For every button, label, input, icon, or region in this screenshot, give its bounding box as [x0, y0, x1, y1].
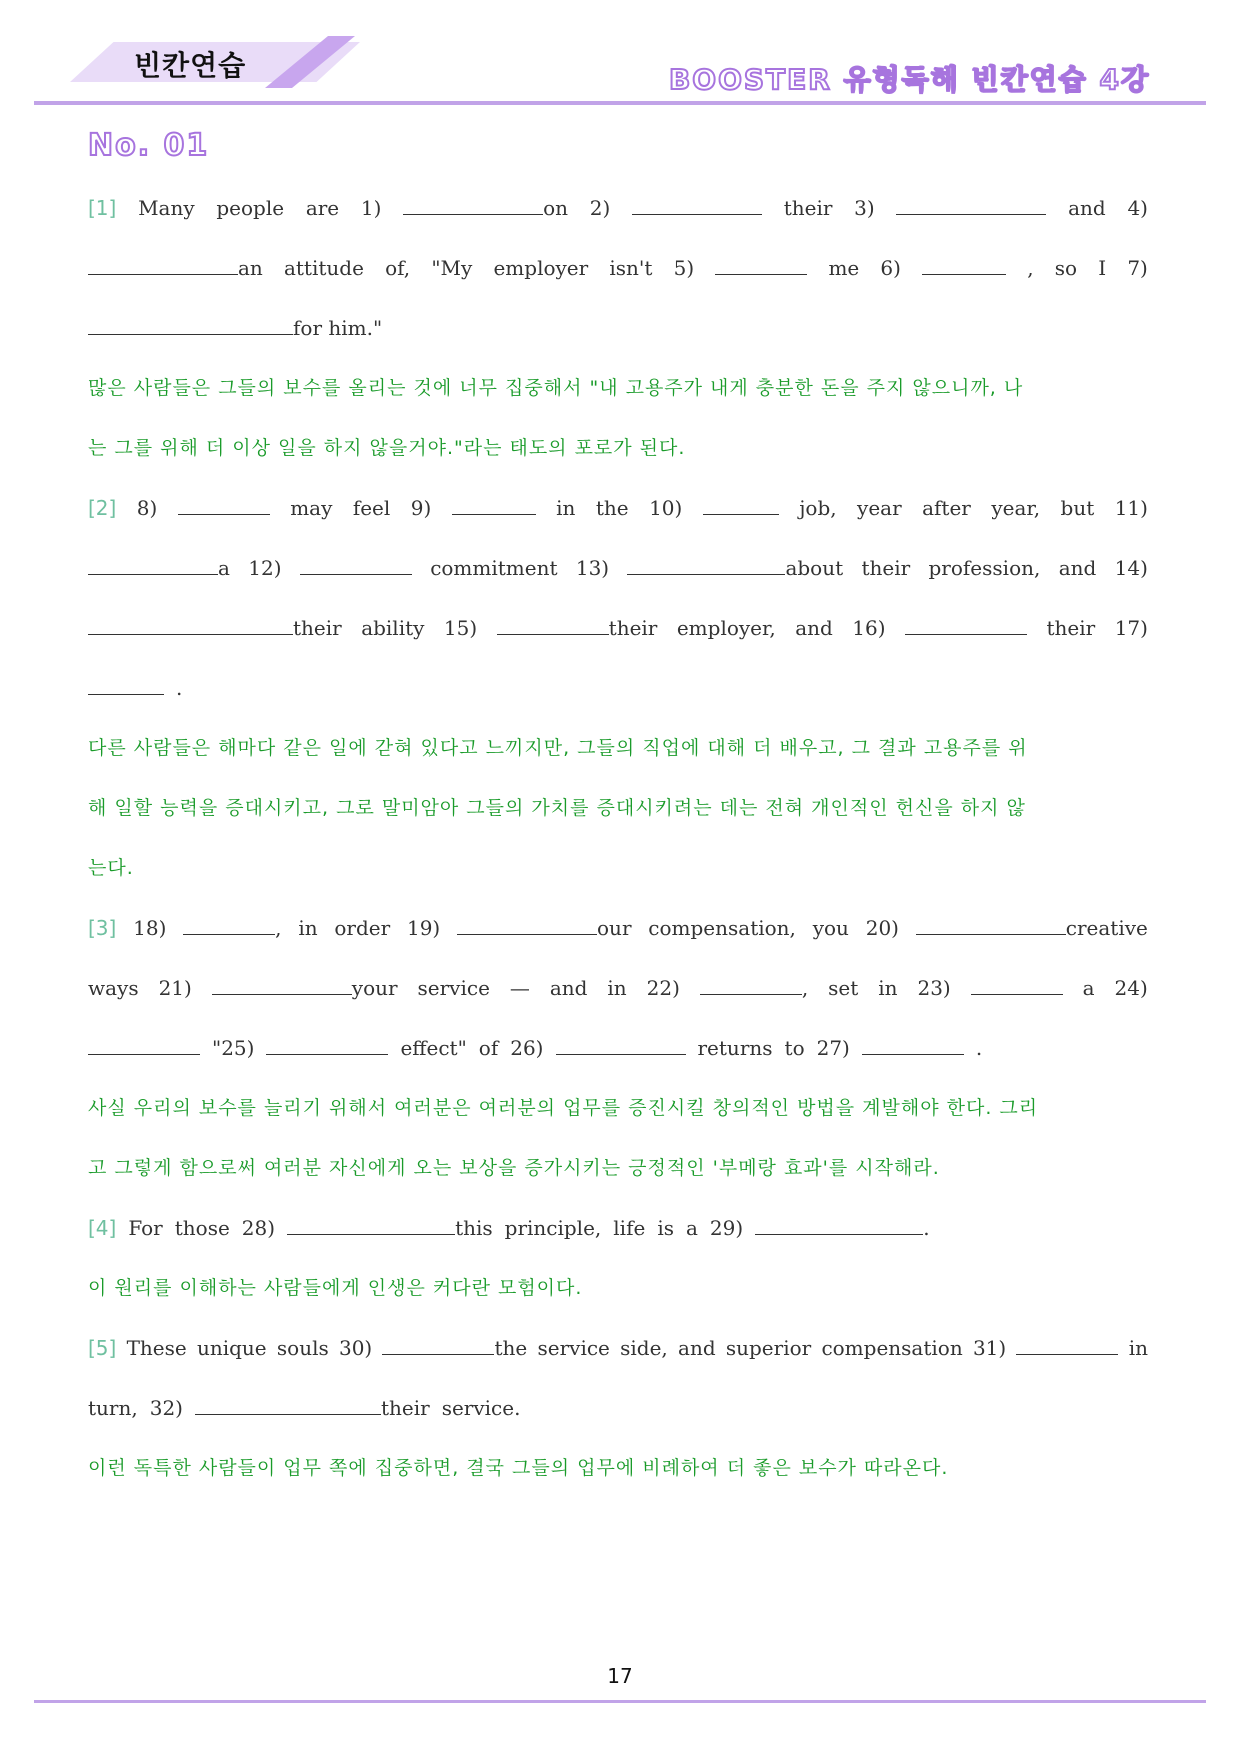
- blank-number: 31): [972, 1336, 1007, 1360]
- word: isn't: [609, 256, 653, 280]
- word: order: [334, 916, 391, 940]
- word: your: [351, 976, 398, 1000]
- header-title: BOOSTER 유형독해 빈칸연습 4강: [668, 63, 1150, 96]
- p5-line-2: [88, 1378, 1148, 1438]
- word: their: [783, 196, 833, 220]
- blank-14[interactable]: [88, 612, 293, 635]
- word: ,: [275, 916, 282, 940]
- blank-24[interactable]: [88, 1032, 200, 1055]
- p3-translation-2: 고 그렇게 함으로써 여러분 자신에게 오는 보상을 증가시키는 긍정적인 '부메랑 효과'를 시작해라.: [88, 1157, 940, 1179]
- word: their: [861, 556, 911, 580]
- p1-line-3: [88, 298, 1148, 358]
- word: year,: [991, 496, 1041, 520]
- word: creative: [1065, 916, 1148, 940]
- word: .: [975, 1036, 983, 1060]
- p2-line-4: [88, 658, 1148, 718]
- blank-number: 12): [248, 556, 282, 580]
- word: ,: [1027, 256, 1034, 280]
- blank-number: 28): [241, 1216, 276, 1240]
- blank-32[interactable]: [195, 1392, 381, 1415]
- page-header: [0, 0, 1240, 110]
- word: and: [678, 1336, 716, 1360]
- blank-1[interactable]: [403, 192, 543, 215]
- blank-9[interactable]: [452, 492, 536, 515]
- p1-translation-2: 는 그를 위해 더 이상 일을 하지 않을거야."라는 태도의 포로가 된다.: [88, 437, 686, 459]
- word: ability: [361, 616, 425, 640]
- word: in: [1128, 1336, 1148, 1360]
- word: effect": [400, 1036, 467, 1060]
- word: of,: [385, 256, 411, 280]
- page-number: 17: [607, 1664, 633, 1688]
- word: a: [218, 556, 230, 580]
- word: feel: [352, 496, 391, 520]
- word: set: [828, 976, 859, 1000]
- blank-28[interactable]: [287, 1212, 455, 1235]
- blank-16[interactable]: [905, 612, 1027, 635]
- word: for him.": [293, 316, 383, 340]
- blank-13[interactable]: [627, 552, 785, 575]
- p3-number: [3]: [88, 916, 117, 940]
- p5-line-1: [88, 1318, 1148, 1378]
- word: so: [1054, 256, 1078, 280]
- word: of: [478, 1036, 499, 1060]
- tab-label: 빈칸연습: [134, 49, 247, 82]
- word: employer,: [676, 616, 776, 640]
- word: returns: [697, 1036, 773, 1060]
- blank-3[interactable]: [896, 192, 1046, 215]
- word: .: [176, 676, 183, 700]
- blank-26[interactable]: [556, 1032, 686, 1055]
- word: I: [1098, 256, 1107, 280]
- p4-line-1: [88, 1198, 1148, 1258]
- blank-number: 2): [589, 196, 611, 220]
- blank-6[interactable]: [922, 252, 1006, 275]
- word: ways: [88, 976, 139, 1000]
- word: people: [216, 196, 285, 220]
- word: superior: [725, 1336, 812, 1360]
- blank-31[interactable]: [1016, 1332, 1118, 1355]
- word: service: [417, 976, 490, 1000]
- word: in: [298, 916, 318, 940]
- word: year: [857, 496, 902, 520]
- word: compensation,: [648, 916, 796, 940]
- word: attitude: [283, 256, 364, 280]
- word: but: [1060, 496, 1095, 520]
- blank-number: 21): [158, 976, 192, 1000]
- word: the: [494, 1336, 528, 1360]
- word: a: [685, 1216, 698, 1240]
- word: "My: [431, 256, 473, 280]
- blank-number: 29): [709, 1216, 744, 1240]
- word: in: [556, 496, 576, 520]
- p5-translation-1: 이런 독특한 사람들이 업무 쪽에 집중하면, 결국 그들의 업무에 비례하여 더 좋은 보수가 따라온다.: [88, 1457, 949, 1479]
- blank-8[interactable]: [178, 492, 270, 515]
- word: For: [128, 1216, 163, 1240]
- word: to: [784, 1036, 805, 1060]
- header-rule: [34, 101, 1206, 105]
- word: in: [878, 976, 898, 1000]
- blank-number: 9): [410, 496, 432, 520]
- word: Many: [138, 196, 195, 220]
- word: a: [1082, 976, 1095, 1000]
- blank-10[interactable]: [703, 492, 779, 515]
- blank-number: 24): [1114, 976, 1148, 1000]
- p2-line-3: [88, 598, 1148, 658]
- word: service.: [441, 1396, 521, 1420]
- word: life: [613, 1216, 646, 1240]
- blank-22[interactable]: [700, 972, 802, 995]
- p4-translation-1: 이 원리를 이해하는 사람들에게 인생은 커다란 모험이다.: [88, 1277, 583, 1299]
- blank-number: 7): [1127, 256, 1148, 280]
- word: employer: [493, 256, 589, 280]
- blank-number: 20): [865, 916, 899, 940]
- blank-12[interactable]: [300, 552, 412, 575]
- blank-number: 17): [1114, 616, 1148, 640]
- blank-number: 26): [510, 1036, 544, 1060]
- word: on: [543, 196, 569, 220]
- blank-number: 4): [1127, 196, 1148, 220]
- blank-number: 8): [136, 496, 158, 520]
- word: —: [509, 976, 530, 1000]
- word: their: [380, 1396, 430, 1420]
- blank-number: 14): [1114, 556, 1148, 580]
- word: an: [238, 256, 263, 280]
- p2-translation-2: 해 일할 능력을 증대시키고, 그로 말미암아 그들의 가치를 증대시키려는 데는 전혀 개인적인 헌신을 하지 않: [88, 797, 1026, 819]
- header-tab: [70, 42, 360, 82]
- word: turn,: [88, 1396, 138, 1420]
- word: may: [290, 496, 333, 520]
- p3-line-1: [88, 898, 1148, 958]
- content: [88, 178, 1148, 1498]
- word: this: [455, 1216, 493, 1240]
- word: ,: [801, 976, 809, 1000]
- blank-number: 27): [816, 1036, 850, 1060]
- blank-19[interactable]: [457, 912, 597, 935]
- word: those: [174, 1216, 230, 1240]
- blank-number: 19): [406, 916, 441, 940]
- p2-number: [2]: [88, 496, 117, 520]
- blank-number: 32): [149, 1396, 183, 1420]
- blank-29[interactable]: [755, 1212, 923, 1235]
- word: me: [828, 256, 860, 280]
- blank-number: 18): [133, 916, 167, 940]
- blank-4[interactable]: [88, 252, 238, 275]
- blank-number: 10): [649, 496, 683, 520]
- blank-number: "25): [212, 1036, 255, 1060]
- word: are: [305, 196, 340, 220]
- word: principle,: [504, 1216, 602, 1240]
- p2-line-2: [88, 538, 1148, 598]
- blank-number: 15): [443, 616, 478, 640]
- word: and: [795, 616, 833, 640]
- word: service: [537, 1336, 610, 1360]
- p3-line-2: [88, 958, 1148, 1018]
- p1-line-2: [88, 238, 1148, 298]
- word: and: [549, 976, 588, 1000]
- p2-translation-3: 는다.: [88, 857, 134, 879]
- blank-7[interactable]: [88, 312, 293, 335]
- word: the: [595, 496, 629, 520]
- blank-number: 1): [360, 196, 382, 220]
- blank-21[interactable]: [212, 972, 352, 995]
- p1-number: [1]: [88, 196, 117, 220]
- word: compensation: [821, 1336, 963, 1360]
- blank-27[interactable]: [862, 1032, 964, 1055]
- question-number: No. 01: [88, 128, 210, 163]
- blank-20[interactable]: [916, 912, 1066, 935]
- p3-translation-1: 사실 우리의 보수를 늘리기 위해서 여러분은 여러분의 업무를 증진시킬 창의적인 방법을 계발해야 한다. 그리: [88, 1097, 1039, 1119]
- p4-number: [4]: [88, 1216, 117, 1240]
- p5-number: [5]: [88, 1336, 117, 1360]
- word: and: [1058, 556, 1097, 580]
- blank-number: 5): [673, 256, 695, 280]
- word: you: [812, 916, 849, 940]
- word: their: [608, 616, 658, 640]
- p2-line-1: [88, 478, 1148, 538]
- p1-translation-1: 많은 사람들은 그들의 보수를 올리는 것에 너무 집중해서 "내 고용주가 내게 충분한 돈을 주지 않으니까, 나: [88, 377, 1024, 399]
- blank-number: 30): [338, 1336, 373, 1360]
- word: unique: [196, 1336, 267, 1360]
- p2-translation-1: 다른 사람들은 해마다 같은 일에 갇혀 있다고 느끼지만, 그들의 직업에 대해 더 배우고, 그 결과 고용주를 위: [88, 737, 1028, 759]
- word: and: [1068, 196, 1106, 220]
- word: These: [126, 1336, 187, 1360]
- footer-rule: [34, 1700, 1206, 1703]
- word: side,: [620, 1336, 668, 1360]
- blank-number: 23): [917, 976, 951, 1000]
- word: profession,: [928, 556, 1041, 580]
- blank-2[interactable]: [632, 192, 762, 215]
- blank-number: 16): [852, 616, 886, 640]
- word: our: [597, 916, 632, 940]
- blank-11[interactable]: [88, 552, 218, 575]
- word: .: [923, 1216, 930, 1240]
- word: is: [657, 1216, 674, 1240]
- blank-23[interactable]: [971, 972, 1063, 995]
- p3-line-3: [88, 1018, 1148, 1078]
- blank-25[interactable]: [266, 1032, 388, 1055]
- word: about: [785, 556, 844, 580]
- blank-5[interactable]: [715, 252, 807, 275]
- blank-30[interactable]: [382, 1332, 494, 1355]
- blank-18[interactable]: [183, 912, 275, 935]
- blank-number: 13): [575, 556, 610, 580]
- blank-number: 11): [1114, 496, 1148, 520]
- word: after: [922, 496, 971, 520]
- blank-number: 6): [880, 256, 901, 280]
- word: souls: [276, 1336, 329, 1360]
- word: their: [1046, 616, 1096, 640]
- word: their: [293, 616, 342, 640]
- blank-number: 22): [646, 976, 680, 1000]
- p1-line-1: [88, 178, 1148, 238]
- blank-15[interactable]: [497, 612, 609, 635]
- word: job,: [799, 496, 837, 520]
- word: in: [607, 976, 627, 1000]
- blank-17[interactable]: [88, 672, 164, 695]
- blank-number: 3): [854, 196, 875, 220]
- word: commitment: [430, 556, 558, 580]
